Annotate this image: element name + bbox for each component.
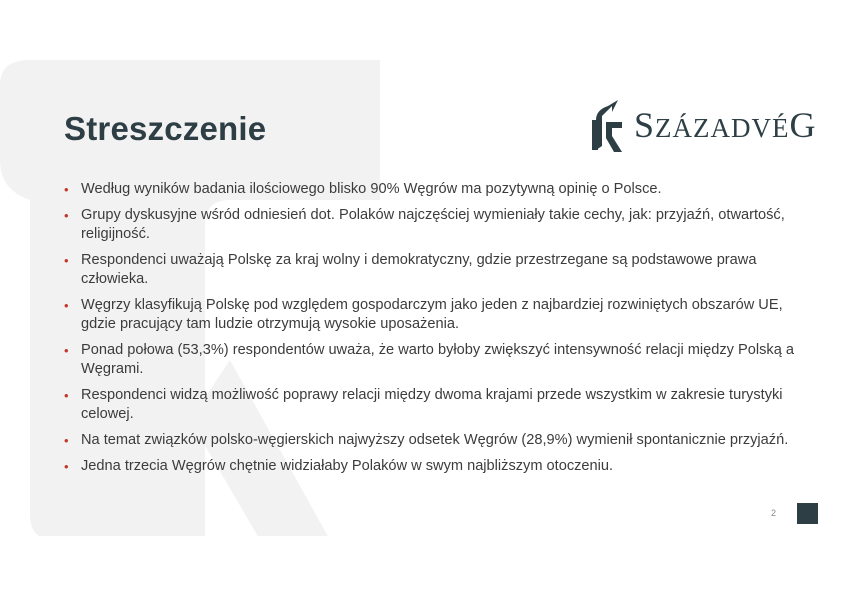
bullet-text: Respondenci uważają Polskę za kraj wolny i demokratyczny, gdzie przestrzegane są podstawowe prawa człowieka. [81, 252, 757, 287]
list-item [64, 431, 794, 450]
bullet-icon: • [64, 182, 69, 197]
bullet-text: Respondenci widzą możliwość poprawy relacji między dwoma krajami przede wszystkim w zakresie turystyki celowej. [81, 387, 783, 422]
bullet-icon: • [64, 298, 69, 313]
bullet-icon: • [64, 208, 69, 223]
bullet-icon: • [64, 433, 69, 448]
logo-text-s: S [634, 105, 656, 145]
szazadveg-logo [588, 98, 817, 152]
logo-text-middle: ZÁZADVÉ [655, 113, 790, 143]
list-item [64, 386, 794, 424]
bullet-text: Jedna trzecia Węgrów chętnie widziałaby Polaków w swym najbliższym otoczeniu. [81, 458, 614, 474]
bullet-text: Grupy dyskusyjne wśród odniesień dot. Polaków najczęściej wymieniały takie cechy, jak: przyjaźń, otwartość, religijność. [81, 207, 785, 242]
list-item [64, 251, 794, 289]
bullet-text: Według wyników badania ilościowego blisko 90% Węgrów ma pozytywną opinię o Polsce. [81, 181, 662, 197]
page-title: Streszczenie [64, 110, 267, 147]
bullet-text: Na temat związków polsko-węgierskich najwyższy odsetek Węgrów (28,9%) wymienił spontanicznie przyjaźń. [81, 432, 789, 448]
bullet-text: Ponad połowa (53,3%) respondentów uważa, że warto byłoby zwiększyć intensywność relacji między Polską a Węgrami. [81, 342, 795, 377]
bullet-icon: • [64, 459, 69, 474]
logo-wordmark [634, 107, 817, 143]
list-item [64, 341, 794, 379]
list-item [64, 457, 794, 476]
bullet-icon: • [64, 343, 69, 358]
list-item [64, 180, 794, 199]
summary-bullet-list [64, 180, 794, 483]
bullet-icon: • [64, 253, 69, 268]
list-item [64, 296, 794, 334]
page-number: 2 [771, 508, 777, 518]
list-item [64, 206, 794, 244]
logo-text-g: G [789, 105, 817, 145]
bullet-icon: • [64, 388, 69, 403]
szazadveg-logo-mark-icon [588, 98, 628, 152]
bullet-text: Węgrzy klasyfikują Polskę pod względem gospodarczym jako jeden z najbardziej rozwiniętych obszarów UE, gdzie pracujący tam ludzie otrzymują wysokie uposażenia. [81, 297, 783, 332]
corner-accent-square [797, 503, 818, 524]
